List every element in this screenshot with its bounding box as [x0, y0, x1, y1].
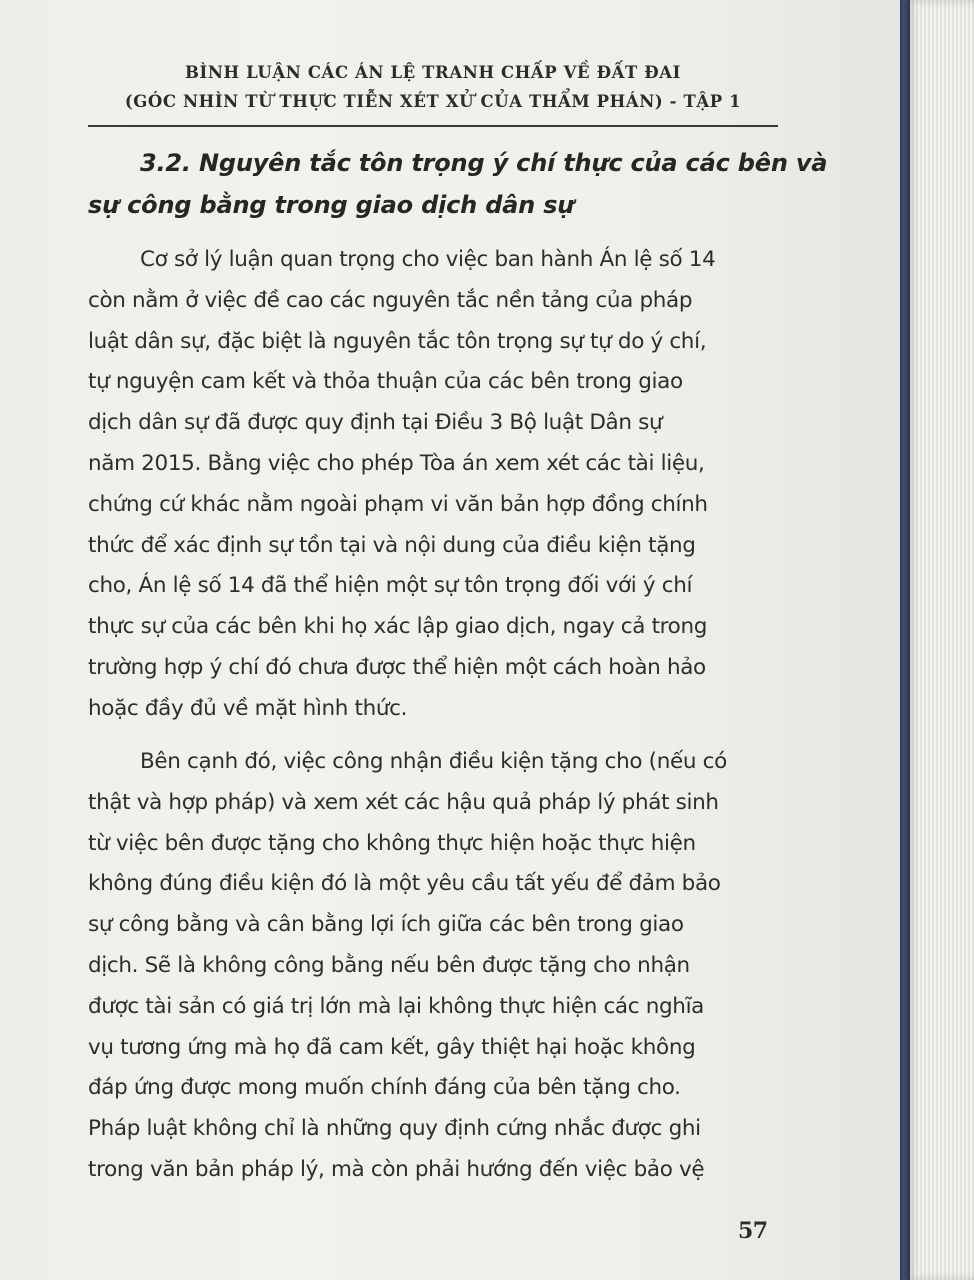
text-line: từ việc bên được tặng cho không thực hiện hoặc thực hiện [88, 830, 696, 856]
text-line: được tài sản có giá trị lớn mà lại không thực hiện các nghĩa [88, 993, 705, 1019]
text-line: sự công bằng và cân bằng lợi ích giữa các bên trong giao [88, 912, 684, 938]
text-line: Pháp luật không chỉ là những quy định cứng nhắc được ghi [88, 1116, 701, 1142]
text-line: còn nằm ở việc đề cao các nguyên tắc nền tảng của pháp [88, 287, 693, 313]
text-line: hoặc đầy đủ về mặt hình thức. [88, 695, 408, 721]
text-line: trường hợp ý chí đó chưa được thể hiện một cách hoàn hảo [88, 654, 706, 680]
text-line: tự nguyện cam kết và thỏa thuận của các bên trong giao [88, 369, 683, 395]
section-heading [88, 142, 828, 226]
section-heading-line: 3.2. Nguyên tắc tôn trọng ý chí thực của các bên và [140, 149, 828, 177]
page-number: 57 [738, 1218, 768, 1244]
text-line: Cơ sở lý luận quan trọng cho việc ban hành Án lệ số 14 [140, 247, 716, 272]
text-line: chứng cứ khác nằm ngoài phạm vi văn bản hợp đồng chính [88, 491, 708, 517]
running-header [88, 58, 778, 116]
text-line: vụ tương ứng mà họ đã cam kết, gây thiệt hại hoặc không [88, 1034, 696, 1060]
text-line: Bên cạnh đó, việc công nhận điều kiện tặng cho (nếu có [140, 749, 727, 774]
text-line: dịch. Sẽ là không công bằng nếu bên được tặng cho nhận [88, 952, 690, 978]
text-line: cho, Án lệ số 14 đã thể hiện một sự tôn trọng đối với ý chí [88, 573, 693, 599]
text-line: thức để xác định sự tồn tại và nội dung của điều kiện tặng [88, 532, 696, 558]
text-line: năm 2015. Bằng việc cho phép Tòa án xem xét các tài liệu, [88, 450, 705, 476]
text-line: thực sự của các bên khi họ xác lập giao dịch, ngay cả trong [88, 614, 708, 640]
section-heading-line: sự công bằng trong giao dịch dân sự [88, 191, 575, 219]
body-paragraph [88, 742, 788, 1191]
text-line: trong văn bản pháp lý, mà còn phải hướng đến việc bảo vệ [88, 1156, 705, 1182]
page-block-edge [906, 0, 974, 1280]
text-line: đáp ứng được mong muốn chính đáng của bên tặng cho. [88, 1075, 681, 1101]
header-title-line: BÌNH LUẬN CÁC ÁN LỆ TRANH CHẤP VỀ ĐẤT ĐAI [185, 63, 681, 82]
header-subtitle-line: (GÓC NHÌN TỪ THỰC TIỄN XÉT XỬ CỦA THẨM PHÁN) - TẬP 1 [124, 92, 742, 111]
header-divider [88, 125, 778, 127]
text-line: luật dân sự, đặc biệt là nguyên tắc tôn trọng sự tự do ý chí, [88, 328, 707, 354]
body-paragraph [88, 240, 788, 730]
text-line: thật và hợp pháp) và xem xét các hậu quả pháp lý phát sinh [88, 789, 719, 815]
text-line: dịch dân sự đã được quy định tại Điều 3 Bộ luật Dân sự [88, 410, 663, 436]
text-line: không đúng điều kiện đó là một yêu cầu tất yếu để đảm bảo [88, 871, 721, 897]
